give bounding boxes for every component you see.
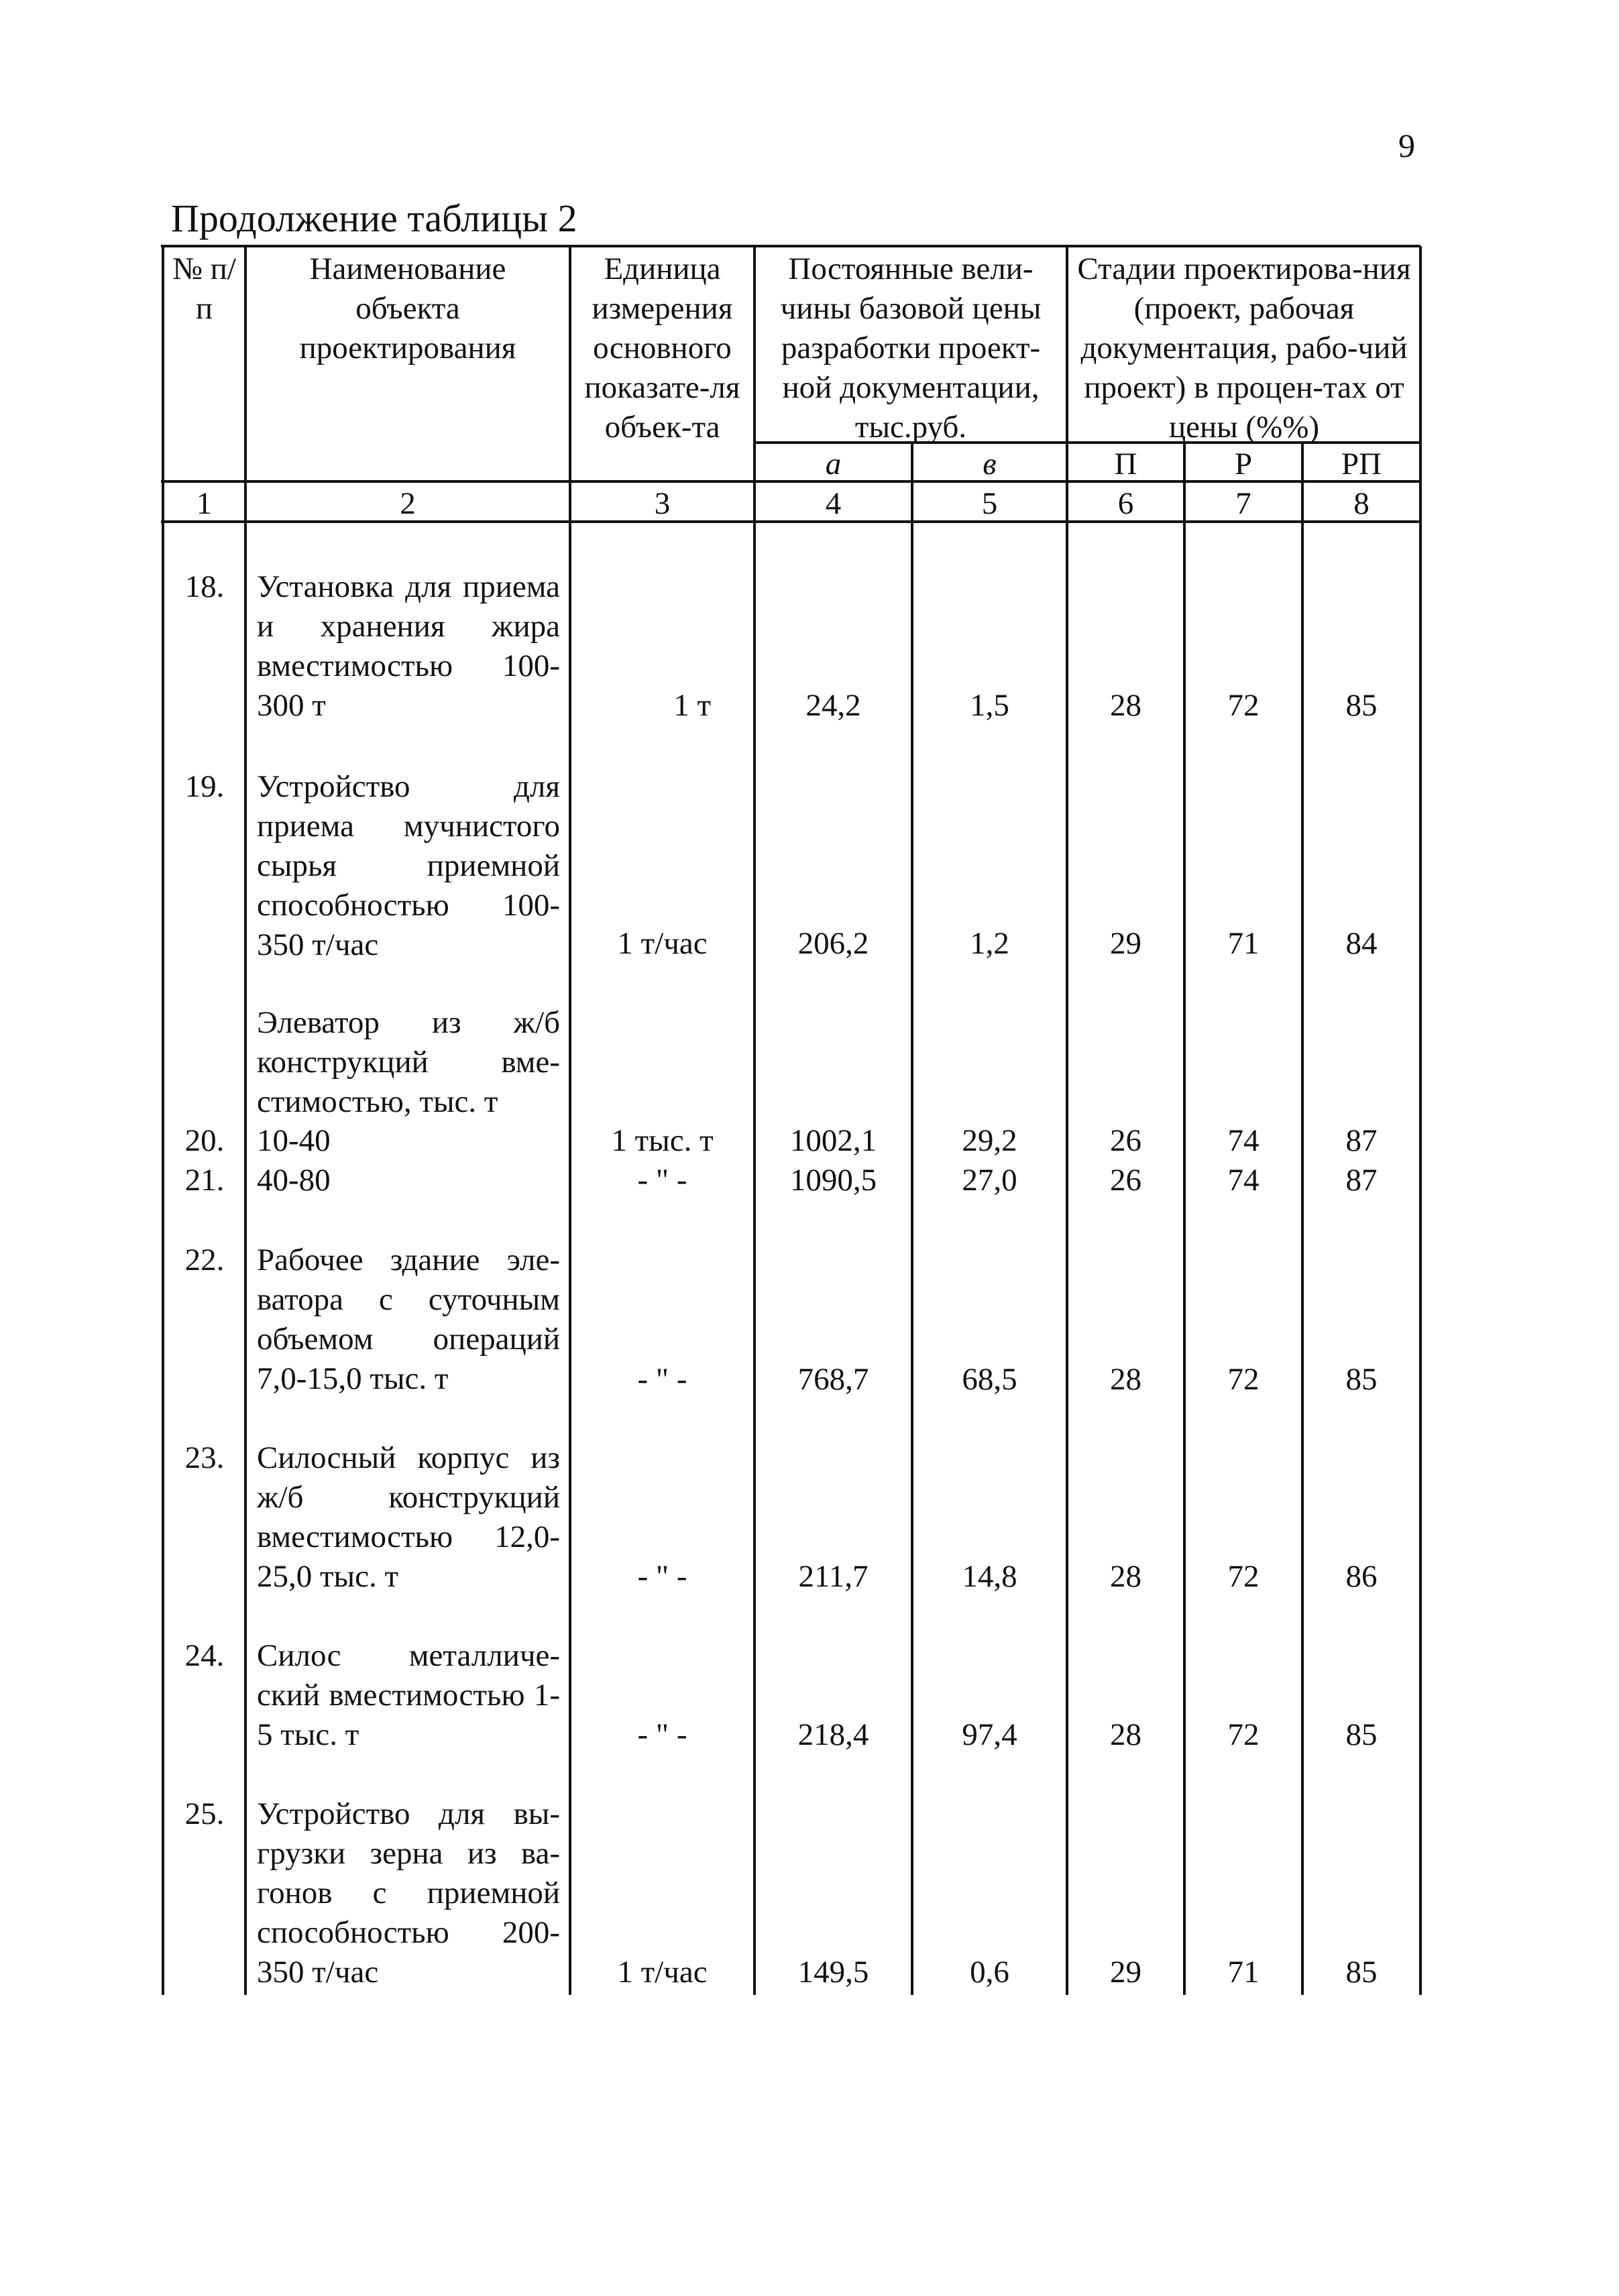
col-number-5: 5 — [981, 486, 998, 521]
header-sub-r: Р — [1234, 447, 1253, 481]
row-value-p: 26 — [1110, 1163, 1141, 1198]
header-sub-a: а — [825, 447, 842, 481]
row-name: Устройство для приема мучнистого сырья приемной способностью 100-350 т/час — [257, 769, 560, 962]
row-value-p: 28 — [1110, 1717, 1141, 1752]
row-value-a: 1090,5 — [789, 1163, 877, 1198]
row-value-r: 71 — [1227, 926, 1260, 961]
row-value-p: 28 — [1110, 1362, 1141, 1397]
row-value-v: 0,6 — [970, 1955, 1009, 1990]
row-name: Устройство для вы-грузки зерна из ва-гонов с приемной способностью 200-350 т/час — [257, 1796, 560, 1990]
row-name: Силос металличе-ский вместимостью 1-5 тыс. т — [257, 1638, 560, 1752]
header-sub-p: П — [1114, 447, 1137, 481]
row-unit: 1 т/час — [617, 926, 708, 961]
row-value-p: 28 — [1110, 688, 1141, 723]
col-number-7: 7 — [1235, 486, 1251, 521]
row-unit: 1 т — [673, 688, 711, 723]
table-caption: Продолжение таблицы 2 — [171, 196, 577, 240]
row-value-p: 29 — [1110, 926, 1141, 961]
row-value-v: 68,5 — [962, 1362, 1017, 1397]
row-unit: - " - — [637, 1163, 687, 1198]
row-number: 19. — [184, 769, 225, 804]
row-name: 40-80 — [257, 1163, 331, 1198]
header-col-const: Постоянные вели-чины базовой цены разработки проект-ной документации, тыс.руб. — [780, 251, 1042, 445]
row-unit: - " - — [637, 1559, 687, 1594]
row-name: Силосный корпус из ж/б конструкций вместимостью 12,0-25,0 тыс. т — [257, 1440, 560, 1594]
row-number: 23. — [184, 1440, 225, 1475]
row-number: 20. — [184, 1123, 225, 1158]
header-col-stages: Стадии проектирова-ния (проект, рабочая документация, рабо-чий проект) в процен-тах от цены (%%) — [1077, 251, 1411, 445]
row-unit: 1 т/час — [617, 1955, 708, 1990]
header-col-no: № п/п — [172, 251, 236, 326]
row-name: 10-40 — [257, 1123, 331, 1158]
row-value-a: 218,4 — [797, 1717, 869, 1752]
row-value-v: 1,5 — [970, 688, 1009, 723]
row-value-rp: 85 — [1345, 1717, 1378, 1752]
row-unit: - " - — [637, 1717, 687, 1752]
row-value-v: 29,2 — [962, 1123, 1017, 1158]
row-name: Рабочее здание эле-ватора с суточным объемом операций 7,0-15,0 тыс. т — [257, 1243, 560, 1396]
row-value-rp: 85 — [1345, 1955, 1378, 1990]
row-name: Установка для приема и хранения жира вместимостью 100-300 т — [257, 569, 560, 723]
row-value-r: 72 — [1227, 688, 1260, 723]
col-number-3: 3 — [654, 486, 671, 521]
row-number: 18. — [184, 569, 225, 604]
row-unit: - " - — [637, 1362, 687, 1397]
header-sub-v: в — [983, 447, 997, 481]
row-value-a: 24,2 — [805, 688, 861, 723]
row-value-r: 72 — [1227, 1559, 1260, 1594]
row-value-r: 74 — [1227, 1163, 1260, 1198]
row-value-v: 97,4 — [962, 1717, 1017, 1752]
row-value-rp: 87 — [1345, 1163, 1378, 1198]
row-value-p: 28 — [1110, 1559, 1141, 1594]
row-value-r: 72 — [1227, 1362, 1260, 1397]
row-value-rp: 85 — [1345, 1362, 1378, 1397]
col-number-8: 8 — [1353, 486, 1370, 521]
row-value-a: 768,7 — [797, 1362, 869, 1397]
row-value-v: 14,8 — [962, 1559, 1017, 1594]
row-number: 22. — [184, 1243, 225, 1277]
row-number: 24. — [184, 1638, 225, 1673]
row-value-v: 27,0 — [962, 1163, 1017, 1198]
row-value-r: 72 — [1227, 1717, 1260, 1752]
row-value-r: 71 — [1227, 1955, 1260, 1990]
row-value-rp: 87 — [1345, 1123, 1378, 1158]
row-value-v: 1,2 — [970, 926, 1009, 961]
row-value-p: 26 — [1110, 1123, 1141, 1158]
header-col-unit: Единица измерения основного показате-ля объек-та — [584, 251, 740, 445]
row-value-rp: 85 — [1345, 688, 1378, 723]
row-name: Элеватор из ж/б конструкций вме-стимостью, тыс. т — [257, 1005, 560, 1119]
row-number: 21. — [184, 1163, 225, 1198]
page-number: 9 — [1398, 127, 1415, 164]
row-value-a: 149,5 — [797, 1955, 869, 1990]
row-value-a: 206,2 — [797, 926, 869, 961]
row-value-rp: 86 — [1345, 1559, 1378, 1594]
row-value-a: 1002,1 — [789, 1123, 877, 1158]
col-number-1: 1 — [196, 486, 213, 521]
row-number: 25. — [184, 1796, 225, 1831]
col-number-4: 4 — [825, 486, 842, 521]
row-value-p: 29 — [1110, 1955, 1141, 1990]
row-value-a: 211,7 — [798, 1559, 869, 1594]
row-unit: 1 тыс. т — [611, 1123, 714, 1158]
row-value-r: 74 — [1227, 1123, 1260, 1158]
header-sub-rp: РП — [1341, 447, 1382, 481]
row-value-rp: 84 — [1345, 926, 1378, 961]
header-col-name: Наименование объекта проектирования — [299, 251, 516, 365]
col-number-2: 2 — [400, 486, 416, 521]
col-number-6: 6 — [1117, 486, 1134, 521]
